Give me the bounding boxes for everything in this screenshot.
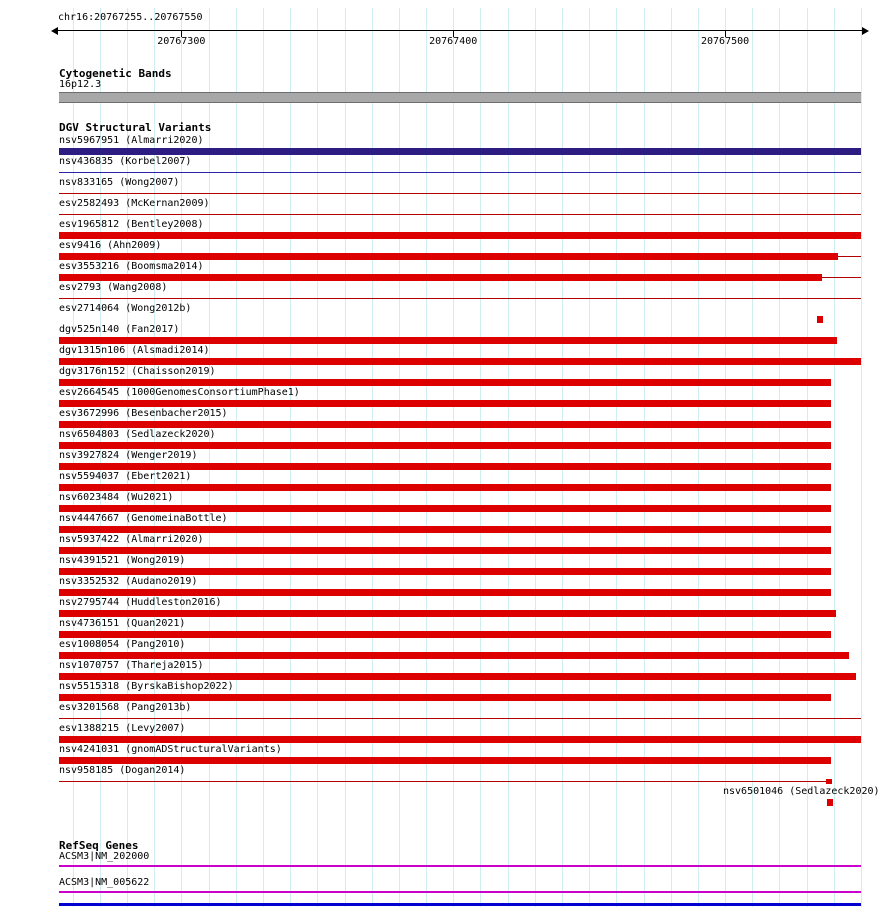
refseq-section-title: RefSeq Genes xyxy=(59,839,139,852)
dgv-variant-label: esv1388215 (Levy2007) xyxy=(59,723,186,734)
dgv-variant-label: nsv833165 (Wong2007) xyxy=(59,177,180,188)
dgv-variant-row xyxy=(0,491,890,512)
dgv-variant-label: esv3672996 (Besenbacher2015) xyxy=(59,408,228,419)
dgv-variant-label: esv9416 (Ahn2009) xyxy=(59,240,162,251)
dgv-variant-row xyxy=(0,470,890,491)
dgv-variant-label: nsv6504803 (Sedlazeck2020) xyxy=(59,429,216,440)
dgv-variant-bar[interactable] xyxy=(59,652,849,659)
dgv-variant-row xyxy=(0,323,890,344)
dgv-variant-bar[interactable] xyxy=(59,673,856,680)
dgv-variant-label: esv1008054 (Pang2010) xyxy=(59,639,186,650)
dgv-variant-bar[interactable] xyxy=(59,526,831,533)
dgv-variant-bar[interactable] xyxy=(59,232,861,239)
dgv-variant-bar[interactable] xyxy=(59,274,822,281)
dgv-section-title: DGV Structural Variants xyxy=(59,121,212,134)
dgv-variant-label: nsv6023484 (Wu2021) xyxy=(59,492,174,503)
dgv-variant-row xyxy=(0,134,890,155)
dgv-variant-bar[interactable] xyxy=(59,463,831,470)
dgv-variant-bar[interactable] xyxy=(59,757,831,764)
dgv-variant-bar[interactable] xyxy=(822,277,861,278)
dgv-variant-row xyxy=(0,764,890,785)
dgv-variant-row xyxy=(0,281,890,302)
dgv-variant-label: nsv4736151 (Quan2021) xyxy=(59,618,186,629)
dgv-variant-label: nsv4391521 (Wong2019) xyxy=(59,555,186,566)
dgv-variant-label: nsv5967951 (Almarri2020) xyxy=(59,135,204,146)
dgv-variant-bar[interactable] xyxy=(59,694,831,701)
dgv-variant-bar[interactable] xyxy=(59,193,861,194)
cytoband-bar[interactable] xyxy=(59,92,861,103)
bottom-gene-line[interactable] xyxy=(59,903,861,906)
dgv-variant-bar[interactable] xyxy=(59,337,837,344)
ruler-line xyxy=(57,30,863,31)
ruler-tick-label: 20767500 xyxy=(701,36,750,47)
dgv-variant-label: esv1965812 (Bentley2008) xyxy=(59,219,204,230)
dgv-variant-row xyxy=(0,302,890,323)
dgv-variant-bar[interactable] xyxy=(59,379,831,386)
region-title: chr16:20767255..20767550 xyxy=(58,12,203,23)
dgv-variant-row xyxy=(0,260,890,281)
dgv-variant-bar[interactable] xyxy=(59,298,861,299)
dgv-variant-row xyxy=(0,659,890,680)
dgv-variant-label: nsv6501046 (Sedlazeck2020) xyxy=(723,786,880,797)
dgv-variant-bar[interactable] xyxy=(59,253,838,260)
dgv-variant-bar[interactable] xyxy=(817,316,823,323)
dgv-variant-label: esv2664545 (1000GenomesConsortiumPhase1) xyxy=(59,387,300,398)
dgv-variant-label: nsv3352532 (Audano2019) xyxy=(59,576,198,587)
dgv-variant-bar[interactable] xyxy=(59,148,861,155)
dgv-variant-bar[interactable] xyxy=(59,718,861,719)
dgv-variant-bar[interactable] xyxy=(59,589,831,596)
dgv-variant-row xyxy=(0,638,890,659)
ruler-left-arrow-icon xyxy=(51,27,58,35)
dgv-variant-bar[interactable] xyxy=(59,547,831,554)
dgv-variant-row xyxy=(0,533,890,554)
dgv-variant-label: dgv525n140 (Fan2017) xyxy=(59,324,180,335)
dgv-variant-row xyxy=(0,218,890,239)
refseq-gene-label: ACSM3|NM_202000 xyxy=(59,851,150,862)
dgv-variant-bar[interactable] xyxy=(59,505,831,512)
dgv-variant-bar[interactable] xyxy=(59,736,861,743)
dgv-variant-row xyxy=(0,428,890,449)
ruler-right-arrow-icon xyxy=(862,27,869,35)
refseq-gene-row xyxy=(0,851,890,877)
dgv-variant-label: esv2793 (Wang2008) xyxy=(59,282,168,293)
dgv-variant-label: dgv3176n152 (Chaisson2019) xyxy=(59,366,216,377)
cytobands-section-title: Cytogenetic Bands xyxy=(59,67,172,80)
ruler-tick-label: 20767400 xyxy=(429,36,478,47)
dgv-variant-label: dgv1315n106 (Alsmadi2014) xyxy=(59,345,210,356)
dgv-variant-label: esv2714064 (Wong2012b) xyxy=(59,303,192,314)
dgv-variant-row xyxy=(0,722,890,743)
dgv-variant-bar[interactable] xyxy=(59,568,831,575)
dgv-variant-row xyxy=(0,407,890,428)
dgv-variant-row xyxy=(0,512,890,533)
dgv-variant-bar[interactable] xyxy=(59,442,831,449)
dgv-variant-label: nsv2795744 (Huddleston2016) xyxy=(59,597,222,608)
dgv-variant-label: nsv3927824 (Wenger2019) xyxy=(59,450,198,461)
dgv-variant-label: nsv1070757 (Thareja2015) xyxy=(59,660,204,671)
dgv-variant-row xyxy=(0,239,890,260)
dgv-variant-label: nsv5937422 (Almarri2020) xyxy=(59,534,204,545)
dgv-variant-row xyxy=(0,365,890,386)
dgv-variant-bar[interactable] xyxy=(59,172,861,173)
dgv-variant-label: nsv5594037 (Ebert2021) xyxy=(59,471,192,482)
dgv-variant-row xyxy=(0,155,890,176)
dgv-variant-row xyxy=(0,449,890,470)
dgv-variant-row xyxy=(0,701,890,722)
dgv-variant-bar[interactable] xyxy=(59,484,831,491)
dgv-variant-row xyxy=(0,785,890,806)
dgv-variant-row xyxy=(0,617,890,638)
dgv-variant-label: esv2582493 (McKernan2009) xyxy=(59,198,210,209)
dgv-variant-row xyxy=(0,554,890,575)
cytoband-label: 16p12.3 xyxy=(59,79,102,90)
dgv-variant-bar[interactable] xyxy=(59,781,826,782)
dgv-variant-bar[interactable] xyxy=(826,779,832,784)
dgv-variant-label: esv3553216 (Boomsma2014) xyxy=(59,261,204,272)
dgv-variant-bar[interactable] xyxy=(838,256,861,257)
dgv-variant-bar[interactable] xyxy=(59,421,831,428)
dgv-variant-bar[interactable] xyxy=(59,400,831,407)
dgv-variant-label: nsv4241031 (gnomADStructuralVariants) xyxy=(59,744,282,755)
refseq-gene-line[interactable] xyxy=(59,891,861,893)
refseq-gene-row xyxy=(0,877,890,903)
dgv-variant-label: nsv958185 (Dogan2014) xyxy=(59,765,186,776)
refseq-gene-line[interactable] xyxy=(59,865,861,867)
dgv-variant-label: nsv5515318 (ByrskaBishop2022) xyxy=(59,681,234,692)
dgv-variant-label: nsv4447667 (GenomeinaBottle) xyxy=(59,513,228,524)
dgv-variant-bar[interactable] xyxy=(59,610,836,617)
dgv-variant-bar[interactable] xyxy=(827,799,833,806)
ruler-tick-label: 20767300 xyxy=(157,36,206,47)
dgv-variant-label: esv3201568 (Pang2013b) xyxy=(59,702,192,713)
dgv-variant-row xyxy=(0,575,890,596)
dgv-variant-label: nsv436835 (Korbel2007) xyxy=(59,156,192,167)
refseq-gene-label: ACSM3|NM_005622 xyxy=(59,877,150,888)
dgv-variant-bar[interactable] xyxy=(59,358,861,365)
dgv-variant-row xyxy=(0,386,890,407)
dgv-variant-row xyxy=(0,344,890,365)
dgv-variant-row xyxy=(0,596,890,617)
dgv-variant-row xyxy=(0,680,890,701)
dgv-variant-row xyxy=(0,176,890,197)
dgv-variant-bar[interactable] xyxy=(59,631,831,638)
dgv-variant-row xyxy=(0,743,890,764)
dgv-variant-bar[interactable] xyxy=(59,214,861,215)
dgv-variant-row xyxy=(0,197,890,218)
